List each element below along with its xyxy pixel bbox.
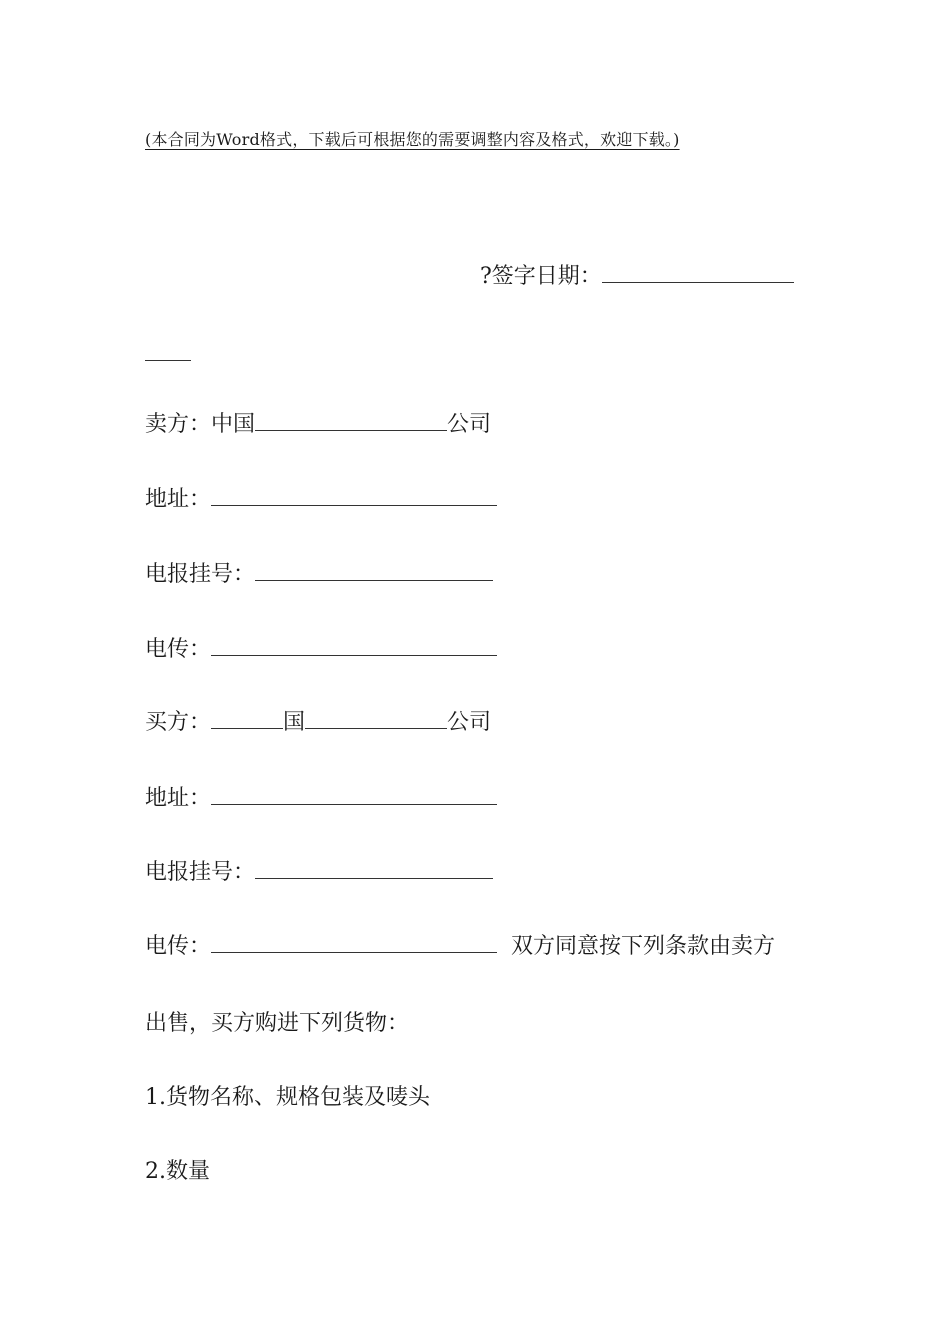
agreement-continuation: 出售，买方购进下列货物：	[145, 1011, 410, 1036]
buyer-suffix: 公司	[447, 710, 492, 735]
seller-address-blank[interactable]	[211, 485, 497, 506]
seller-cable-line	[145, 560, 493, 590]
buyer-label: 买方：	[145, 710, 212, 735]
buyer-telex-blank[interactable]	[211, 932, 497, 953]
sign-date-label: ?签字日期：	[480, 264, 602, 289]
seller-name-line	[145, 410, 491, 440]
seller-cable-blank[interactable]	[255, 560, 493, 581]
seller-label: 卖方：中国	[145, 412, 256, 437]
seller-telex-blank[interactable]	[211, 635, 497, 656]
buyer-name-blank[interactable]	[305, 708, 447, 729]
sign-date-blank[interactable]	[602, 262, 794, 283]
sign-date-line	[480, 262, 794, 292]
buyer-country-blank[interactable]	[211, 708, 283, 729]
buyer-telex-line	[145, 932, 775, 962]
buyer-address-line	[145, 784, 497, 814]
buyer-address-blank[interactable]	[211, 784, 497, 805]
buyer-country-suffix: 国	[283, 710, 306, 735]
buyer-name-line	[145, 708, 491, 738]
seller-cable-label: 电报挂号：	[145, 562, 256, 587]
clause-2: 2.数量	[145, 1159, 210, 1184]
buyer-cable-label: 电报挂号：	[145, 860, 256, 885]
seller-telex-label: 电传：	[145, 637, 212, 662]
buyer-address-label: 地址：	[145, 786, 212, 811]
clause-1: 1.货物名称、规格包装及唛头	[145, 1085, 430, 1110]
seller-telex-line	[145, 635, 497, 665]
seller-address-line	[145, 485, 497, 515]
sign-date-blank-continued[interactable]	[145, 340, 191, 361]
buyer-cable-blank[interactable]	[255, 858, 493, 879]
buyer-telex-label: 电传：	[145, 934, 212, 959]
seller-suffix: 公司	[447, 412, 492, 437]
seller-address-label: 地址：	[145, 487, 212, 512]
buyer-cable-line	[145, 858, 493, 888]
download-notice: (本合同为Word格式，下载后可根据您的需要调整内容及格式，欢迎下载。)	[145, 130, 680, 149]
agreement-tail: 双方同意按下列条款由卖方	[511, 934, 776, 959]
seller-name-blank[interactable]	[255, 410, 447, 431]
